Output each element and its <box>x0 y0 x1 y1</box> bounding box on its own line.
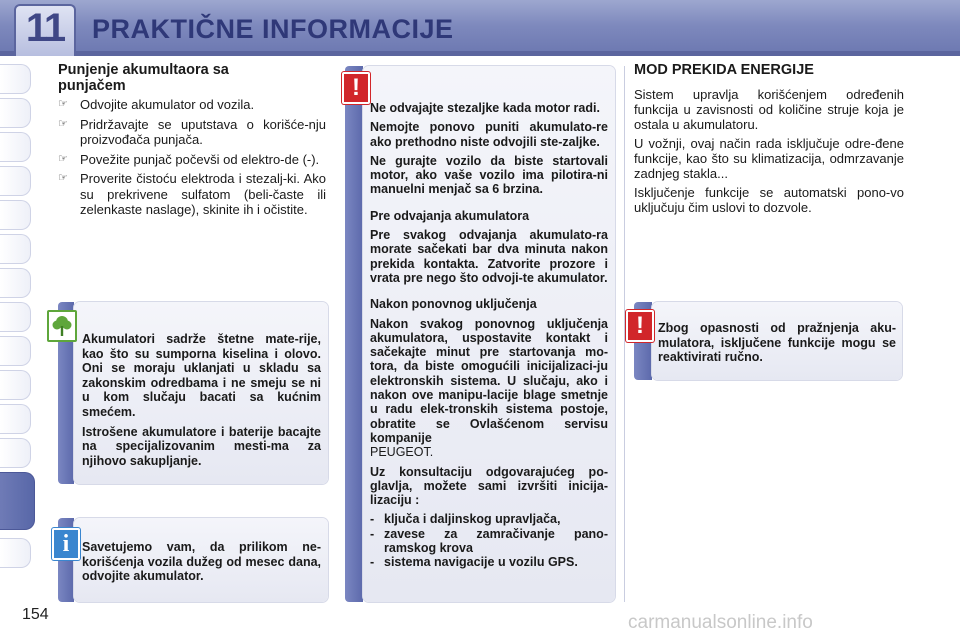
middle-p1: Ne odvajajte stezaljke kada motor radi. <box>370 101 600 115</box>
bullet-item <box>58 171 326 218</box>
side-tab-11[interactable] <box>0 404 31 434</box>
left-bullets <box>58 97 326 222</box>
side-tab-14[interactable] <box>0 538 31 568</box>
bullet-text: Proverite čistoću elektroda i stezalj-ki. Ako su prekrivene sulfatom (beli-časte ili zelenkaste naslage), skinite ih i očistite. <box>80 171 326 217</box>
side-tab-10[interactable] <box>0 370 31 400</box>
dash: - <box>370 512 375 527</box>
middle-heading-before: Pre odvajanja akumulatora <box>370 208 530 223</box>
warning-icon: ! <box>626 310 654 342</box>
dash: - <box>370 526 375 541</box>
list-item-text: zavese za zamračivanje pano-ramskog krova <box>384 526 608 556</box>
bullet-item <box>58 97 326 113</box>
left-heading-line1: Punjenje akumultaora sa <box>58 62 229 78</box>
middle-p5: Nakon svakog ponovnog uključenja akumulatora, uspostavite kontakt i sačekajte minut pre startovanja mo-tora, da biste omogućili inicijalizaci-ju elektronskih sistema. U slučaju, ako i nakon ove manipu-lacije blage smetnje u radu elek-tronskih sistema postoje, obratite se Ovlašćenom servisu kompanije <box>370 316 608 445</box>
right-warning-text: Zbog opasnosti od pražnjenja aku-mulatora, isključene funkcije mogu se reaktivirati ručno. <box>658 321 896 365</box>
middle-p6: Uz konsultaciju odgovarajućeg po-glavlja, možete sami izvršiti inicija-lizaciju : <box>370 464 608 508</box>
eco-note-text <box>82 332 321 473</box>
page-title: PRAKTIČNE INFORMACIJE <box>92 14 454 44</box>
page-number: 154 <box>22 606 49 623</box>
side-tab-6[interactable] <box>0 234 31 264</box>
side-tabs <box>0 56 40 596</box>
pointing-hand-icon: ☞ <box>58 152 68 165</box>
side-tab-1[interactable] <box>0 64 31 94</box>
side-tab-7[interactable] <box>0 268 31 298</box>
right-text <box>634 87 904 219</box>
list-item-text: ključa i daljinskog upravljača, <box>384 512 561 527</box>
left-heading <box>58 62 328 94</box>
middle-heading-after: Nakon ponovnog uključenja <box>370 297 537 312</box>
right-p3: Isključenje funkcije se automatski pono-vo uključuju čim uslovi to dozvole. <box>634 185 904 215</box>
side-tab-active[interactable] <box>0 472 35 530</box>
bullet-item <box>58 117 326 148</box>
middle-list <box>370 512 608 569</box>
middle-text <box>370 101 608 570</box>
right-heading: MOD PREKIDA ENERGIJE <box>634 62 814 78</box>
bullet-item <box>58 152 326 168</box>
info-note-text: Savetujemo vam, da prilikom ne-korišćenja vozila dužeg od mesec dana, odvojite akumulator. <box>82 540 321 584</box>
side-tab-12[interactable] <box>0 438 31 468</box>
pointing-hand-icon: ☞ <box>58 117 68 130</box>
right-p1: Sistem upravlja korišćenjem određenih funkcija u zavisnosti od količine struje koja je ostala u akumulatoru. <box>634 87 904 132</box>
bullet-text: Povežite punjač počevši od elektro-de (-). <box>80 151 320 167</box>
bullet-text: Pridržavajte se uputstava o korišće-nju proizvođača punjača. <box>80 116 326 147</box>
right-p2: U vožnji, ovaj način rada isključuje odre-đene funkcije, kao što su klimatizacija, odmrzavanje zadnjeg stakla... <box>634 136 904 181</box>
middle-p5-brand: PEUGEOT. <box>370 445 434 460</box>
middle-p2: Nemojte ponovo puniti akumulato-re ako prethodno niste odvojili ste-zaljke. <box>370 120 608 149</box>
side-tab-4[interactable] <box>0 166 31 196</box>
side-tab-2[interactable] <box>0 98 31 128</box>
side-tab-8[interactable] <box>0 302 31 332</box>
leaf-icon <box>47 310 77 342</box>
eco-note-p2: Istrošene akumulatore i baterije bacajte na specijalizovanim mesti-ma za njihovo sakupljanje. <box>82 424 321 468</box>
info-icon: i <box>52 528 80 560</box>
list-item <box>370 527 608 556</box>
left-heading-line2: punjačem <box>58 78 126 94</box>
list-item <box>370 555 608 569</box>
list-item-text: sistema navigacije u vozilu GPS. <box>384 555 578 570</box>
side-tab-3[interactable] <box>0 132 31 162</box>
bullet-text: Odvojite akumulator od vozila. <box>80 97 255 112</box>
eco-note-p1: Akumulatori sadrže štetne mate-rije, kao što su sumporna kiselina i olovo. Oni se moraju uklanjati u skladu sa zakonskim odredbama i ne smeju se ni u kom slučaju bacati sa kućnim smećem. <box>82 332 321 419</box>
middle-p3: Ne gurajte vozilo da biste startovali motor, ako vaše vozilo ima pilotira-ni manuelni menjač sa 6 brzina. <box>370 153 608 197</box>
pointing-hand-icon: ☞ <box>58 172 68 184</box>
watermark: carmanualsonline.info <box>628 612 813 633</box>
side-tab-5[interactable] <box>0 200 31 230</box>
middle-p4: Pre svakog odvajanja akumulato-ra morate sačekati bar dva minuta nakon prekida kontakta. Zatvorite prozore i vrata pre nego što odvoji-te akumulator. <box>370 228 608 285</box>
list-item <box>370 512 608 526</box>
side-tab-9[interactable] <box>0 336 31 366</box>
warning-icon: ! <box>342 72 370 104</box>
dash: - <box>370 555 375 570</box>
middle-note-edge <box>345 66 363 602</box>
column-divider <box>624 66 625 602</box>
chapter-number: 11 <box>25 6 65 50</box>
pointing-hand-icon: ☞ <box>58 98 68 110</box>
